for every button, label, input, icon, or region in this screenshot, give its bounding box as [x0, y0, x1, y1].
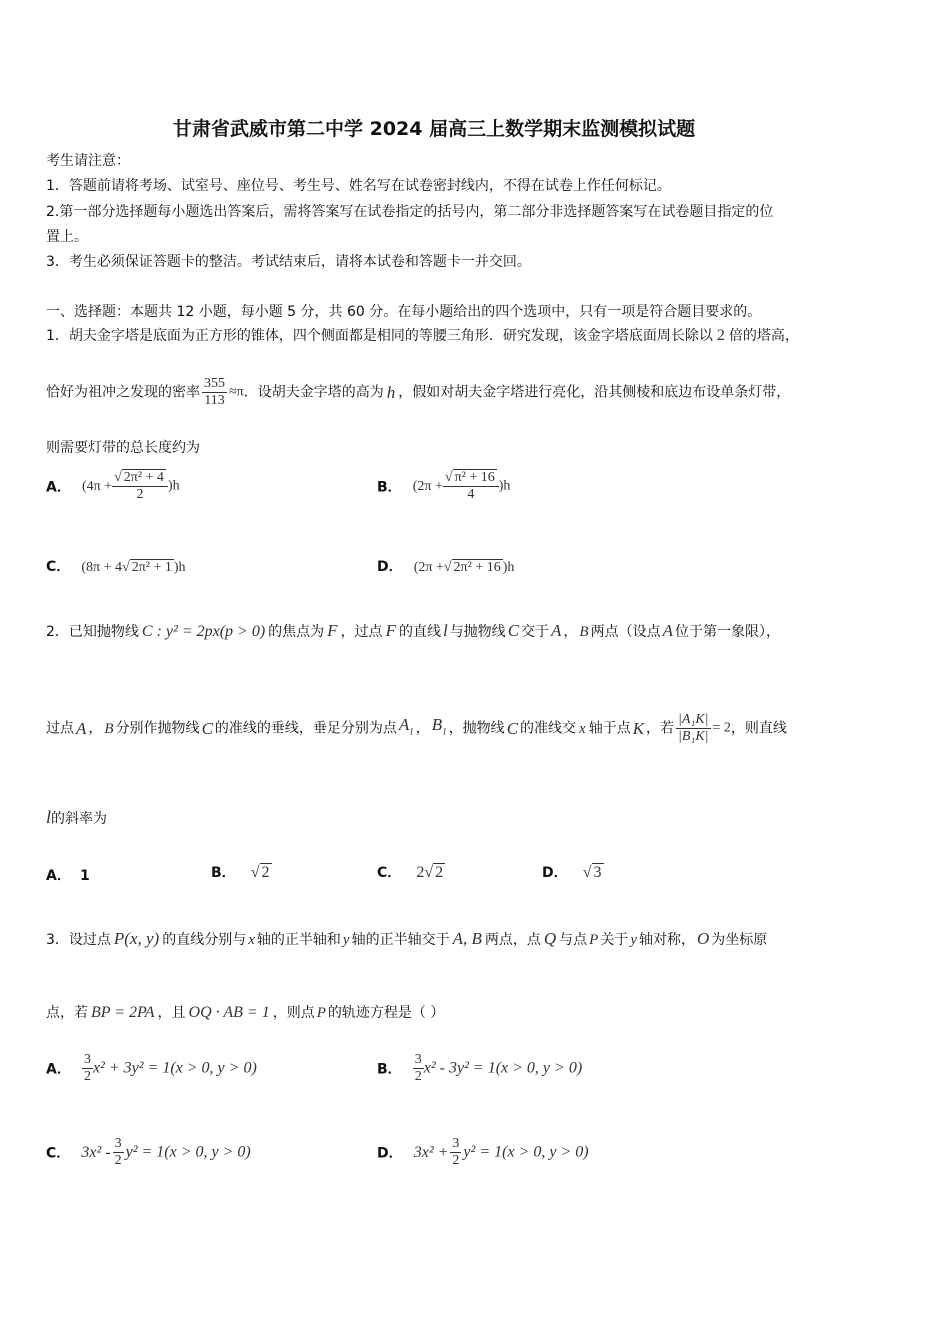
q3-point-p-3: P	[316, 1005, 326, 1021]
q2-ratio-denominator: |B₁K|	[678, 729, 709, 744]
q1-option-c-post: )h	[173, 560, 186, 575]
q3-option-d	[377, 1136, 589, 1169]
q1-text-1b: 倍的塔高，	[728, 328, 799, 344]
q2-text-b4: ，抛物线	[448, 720, 505, 737]
q2-text-comma: ，	[88, 720, 103, 737]
q3-points-ab: A, B	[452, 929, 482, 948]
q3-option-c-label: C．	[46, 1145, 71, 1162]
q2-point-a1: $A_1$	[398, 715, 414, 737]
q1-option-b	[377, 470, 510, 503]
q2-text-b5: 的准线交	[520, 720, 577, 737]
q2-ratio-eq: = 2	[712, 720, 731, 736]
q3-axis-y: y	[342, 932, 350, 948]
q1-option-b-pre: (2π +	[412, 478, 443, 494]
q2-text-b3: 的准线的垂线，垂足分别为点	[214, 720, 397, 737]
q2-point-b1-letter: B	[431, 715, 443, 735]
q3-option-d-label: D．	[377, 1145, 403, 1162]
q1-text-2a: 恰好为祖冲之发现的密率	[46, 384, 200, 401]
q2-option-a-value: 1	[79, 868, 90, 884]
q1-option-a-label: A．	[46, 479, 71, 496]
q2-text-a4: 的直线	[398, 624, 441, 640]
q1-option-c: C． (8π + 4√ 2π² + 1 )h	[46, 559, 186, 575]
q3-text-a1: 3．设过点	[46, 932, 111, 948]
q1-option-a-frac: $\frac{\text{√ 2π² + 4}}{2}$	[112, 470, 168, 503]
q3-point-q: Q	[543, 929, 557, 948]
q3-option-d-eq: y² = 1(x > 0, y > 0)	[463, 1143, 589, 1161]
q3-option-d-num: 3	[452, 1136, 460, 1151]
q1-option-c-label: C．	[46, 559, 71, 575]
q3-text-b3: ，则点	[272, 1005, 315, 1021]
q2-option-a-label: A．	[46, 868, 71, 884]
q1-option-d-post: )h	[502, 560, 515, 575]
q3-axis-x: x	[248, 932, 255, 948]
q2-curve: C : y² = 2px(p > 0)	[141, 623, 266, 640]
q1-option-a-pre: (4π +	[81, 478, 113, 494]
q2-text-a7: ，	[563, 624, 578, 640]
q3-text-a9: 为坐标原	[711, 932, 768, 948]
q2-curve-c: C	[507, 621, 520, 640]
q2-point-f: F	[385, 621, 396, 640]
q1-option-d: D． (2π +√ 2π² + 16 )h	[377, 559, 515, 575]
q3-text-a4: 轴的正半轴交于	[351, 932, 450, 948]
q3-text-b1: 点，若	[46, 1005, 88, 1021]
q2-option-c-label: C．	[377, 865, 402, 881]
notice-heading: 考生请注意：	[46, 153, 130, 169]
q3-option-c-num: 3	[114, 1136, 122, 1151]
q2-option-d-sqrt: 3	[593, 864, 602, 881]
q2-line2	[46, 712, 787, 745]
q3-option-c-frac	[113, 1136, 124, 1169]
q3-line1	[46, 928, 767, 951]
q2-curve-c-3: C	[506, 718, 519, 738]
q1-number-2: 2	[716, 327, 725, 344]
q1-option-b-post: )h	[498, 478, 511, 494]
q2-option-c-sqrt: 2	[435, 864, 444, 881]
q1-option-b-frac: $\frac{\text{√ π² + 16}}{4}$	[443, 470, 499, 503]
section-heading: 一、选择题：本题共 12 小题，每小题 5 分，共 60 分。在每小题给出的四个选项中，只有一项是符合题目要求的。	[46, 304, 762, 320]
q1-option-b-sqrt: π² + 16	[454, 470, 495, 485]
q3-option-c-den: 2	[114, 1153, 122, 1168]
q2-point-a-2: A	[662, 621, 673, 640]
notice-item-2-cont: 置上。	[46, 229, 88, 245]
q2-option-b: B． √ 2	[211, 864, 270, 881]
q3-option-c	[46, 1136, 251, 1169]
q2-focus-f: F	[327, 621, 338, 640]
q2-text-a1: 2．已知抛物线	[46, 624, 139, 640]
q1-text-1: 1．胡夫金字塔是底面为正方形的锥体，四个侧面都是相同的等腰三角形．研究发现，该金字塔底面周长除以	[46, 328, 713, 344]
q2-text-b2: 分别作抛物线	[115, 720, 200, 737]
page-title: 甘肃省武威市第二中学 2024 届高三上数学期末监测模拟试题	[173, 118, 696, 140]
q3-option-b-num: 3	[414, 1052, 422, 1067]
q2-text-a8: 两点（设点	[590, 624, 661, 640]
q2-curve-c-2: C	[201, 718, 213, 738]
q2-text-b7: ，若	[646, 720, 675, 737]
q3-option-a-label: A．	[46, 1061, 71, 1078]
q3-text-a8: 轴对称，	[638, 932, 695, 948]
q2-line1	[46, 620, 780, 643]
q2-point-b: B	[579, 624, 589, 640]
q2-option-d: D． √ 3	[542, 864, 602, 881]
q1-text-2b: ．设胡夫金字塔的高为	[243, 384, 384, 401]
q1-frac-denominator: 113	[204, 393, 225, 408]
q2-option-d-label: D．	[542, 865, 568, 881]
q2-point-a1-letter: A	[398, 715, 410, 735]
q2-text-a5: 与抛物线	[449, 624, 506, 640]
notice-item-1: 1．答题前请将考场、试室号、座位号、考生号、姓名写在试卷密封线内，不得在试卷上作任何标记。	[46, 178, 671, 194]
q3-option-b-frac	[413, 1052, 424, 1085]
q1-text-2c: ，假如对胡夫金字塔进行亮化，沿其侧棱和底边布设单条灯带，	[398, 384, 791, 401]
q1-line1	[46, 325, 799, 347]
q1-option-a-post: )h	[167, 478, 180, 494]
q2-line-l-2: l	[46, 807, 52, 827]
q2-option-a	[46, 865, 90, 885]
q2-ratio-fraction	[676, 712, 710, 745]
q3-option-c-eq: y² = 1(x > 0, y > 0)	[125, 1143, 251, 1161]
q2-ratio-numerator: |A₁K|	[678, 712, 709, 727]
q1-option-b-label: B．	[377, 479, 402, 496]
q2-text-b6: 轴于点	[588, 720, 631, 737]
q1-option-d-sqrt: 2π² + 16	[453, 560, 501, 575]
q2-option-c-coef: 2	[416, 864, 425, 881]
q1-option-d-label: D．	[377, 559, 403, 575]
q2-line-l: l	[442, 621, 448, 640]
q2-text-b1: 过点	[46, 720, 74, 737]
q2-text-comma-2: ，	[415, 720, 430, 737]
q2-point-k: K	[632, 718, 645, 738]
q3-option-c-head: 3x² -	[81, 1143, 111, 1161]
q3-text-a2: 的直线分别与	[162, 932, 247, 948]
q2-point-b-2: B	[104, 720, 114, 737]
q2-text-b8: ，则直线	[730, 720, 787, 737]
q2-option-b-sqrt: 2	[261, 864, 270, 881]
q2-point-a-3: A	[76, 718, 87, 738]
q1-h: h	[386, 382, 396, 402]
q3-option-a-den: 2	[83, 1069, 91, 1084]
q3-text-a7: 关于	[600, 932, 629, 948]
q3-text-a3: 轴的正半轴和	[256, 932, 341, 948]
q3-option-a-eq: x² + 3y² = 1(x > 0, y > 0)	[92, 1059, 257, 1077]
q2-point-a: A	[551, 621, 562, 640]
q3-text-a5: 两点，点	[484, 932, 541, 948]
q1-line2	[46, 376, 790, 409]
q2-option-c: C． 2√ 2	[377, 864, 444, 881]
q2-axis-x: x	[579, 720, 586, 737]
q1-line3: 则需要灯带的总长度约为	[46, 440, 200, 456]
q3-option-b-label: B．	[377, 1061, 402, 1078]
q1-option-a-den: 2	[136, 487, 144, 502]
q1-fraction	[202, 376, 227, 409]
notice-item-3: 3．考生必须保证答题卡的整洁。考试结束后，请将本试卷和答题卡一并交回。	[46, 254, 531, 270]
q3-option-b-eq: x² - 3y² = 1(x > 0, y > 0)	[423, 1059, 583, 1077]
q3-point-p: P(x, y)	[113, 929, 160, 948]
q2-line3	[46, 806, 107, 830]
q3-text-b2: ，且	[157, 1005, 186, 1021]
q3-line2	[46, 1002, 444, 1024]
q3-origin-o: O	[696, 929, 710, 948]
q3-option-a-num: 3	[83, 1052, 91, 1067]
q2-text-a6: 交于	[521, 624, 550, 640]
q3-option-b	[377, 1052, 582, 1085]
q2-text-c1: 的斜率为	[51, 811, 108, 827]
q3-option-d-head: 3x² +	[413, 1143, 449, 1161]
q3-option-a	[46, 1052, 257, 1085]
q3-point-p-2: P	[589, 932, 599, 948]
notice-item-2: 2.第一部分选择题每小题选出答案后，需将答案写在试卷指定的括号内，第二部分非选择题答案写在试卷题目指定的位	[46, 204, 774, 220]
q1-option-a	[46, 470, 180, 503]
q3-condition-2: OQ · AB = 1	[188, 1004, 270, 1021]
q2-text-a2: 的焦点为	[268, 624, 325, 640]
q1-option-b-den: 4	[467, 487, 475, 502]
q1-option-c-sqrt: 2π² + 1	[131, 560, 172, 575]
q2-option-b-label: B．	[211, 865, 236, 881]
q2-text-a9: 位于第一象限），	[674, 624, 780, 640]
q3-option-d-den: 2	[452, 1153, 460, 1168]
q2-point-b1: $B_1$	[431, 715, 447, 737]
q3-axis-y-2: y	[630, 932, 637, 948]
q3-condition-1: BP = 2PA	[91, 1004, 155, 1021]
q3-option-b-den: 2	[414, 1069, 422, 1084]
q1-frac-numerator: 355	[204, 376, 225, 391]
q2-text-a3: ，过点	[340, 624, 383, 640]
q1-option-c-pre: (8π + 4	[81, 560, 123, 575]
q3-text-b4: 的轨迹方程是（ ）	[327, 1005, 445, 1021]
q1-approx: ≈π	[229, 384, 244, 400]
q1-option-d-pre: (2π +	[413, 560, 444, 575]
q3-text-a6: 与点	[559, 932, 588, 948]
q1-option-a-sqrt: 2π² + 4	[123, 470, 164, 485]
q3-option-d-frac	[450, 1136, 461, 1169]
q3-option-a-frac	[82, 1052, 93, 1085]
